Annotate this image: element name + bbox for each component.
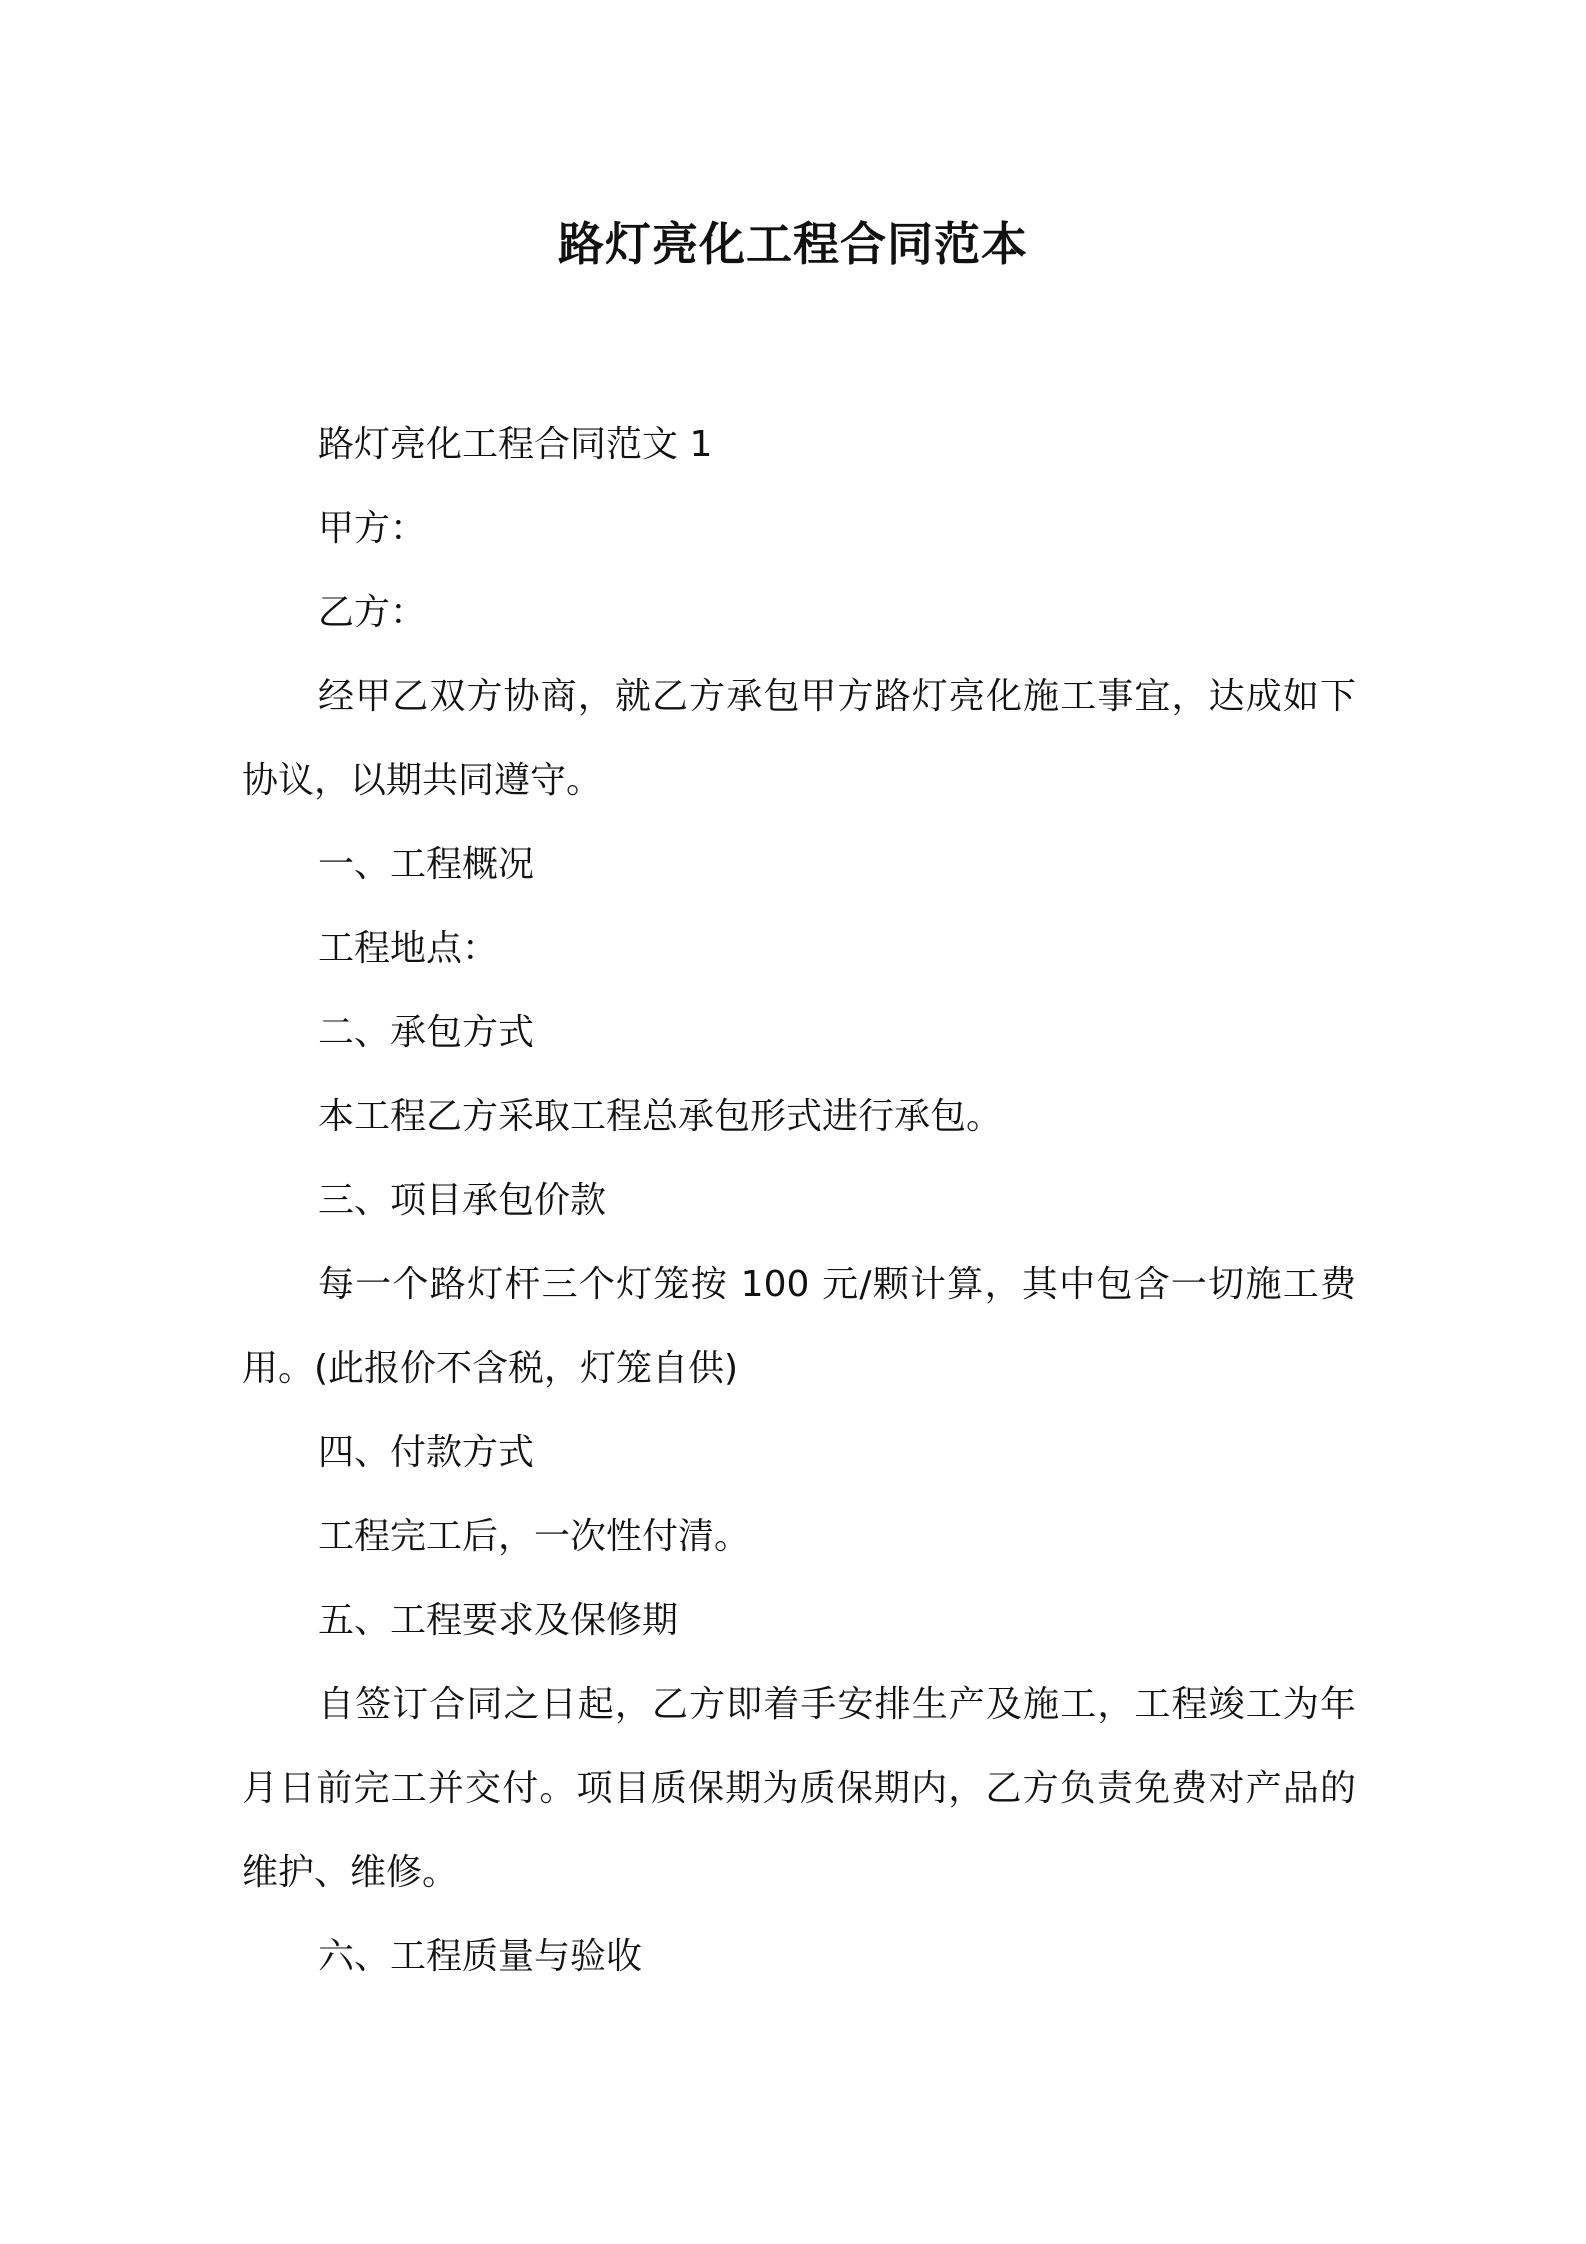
paragraph-payment-method: 工程完工后，一次性付清。 [318,1516,751,1557]
paragraph-heading-sample-1: 路灯亮化工程合同范文 1 [318,424,713,465]
paragraph-party-b: 乙方： [318,592,427,633]
paragraph-contract-method: 本工程乙方采取工程总承包形式进行承包。 [318,1096,1003,1137]
section-heading-requirements-warranty: 五、工程要求及保修期 [318,1600,679,1641]
paragraph-agreement-intro: 经甲乙双方协商，就乙方承包甲方路灯亮化施工事宜，达成如下协议，以期共同遵守。 [242,676,1356,801]
document-title: 路灯亮化工程合同范本 [558,217,1028,271]
paragraph-party-a: 甲方： [318,508,427,549]
section-heading-contract-method: 二、承包方式 [318,1012,535,1053]
paragraph-project-location: 工程地点： [318,928,499,969]
document-body [242,403,1356,1999]
paragraph-requirements-warranty: 自签订合同之日起，乙方即着手安排生产及施工，工程竣工为年月日前完工并交付。项目质保期为质保期内，乙方负责免费对产品的维护、维修。 [242,1684,1356,1893]
paragraph-contract-price: 每一个路灯杆三个灯笼按 100 元/颗计算，其中包含一切施工费用。(此报价不含税，灯笼自供) [242,1264,1356,1389]
section-heading-quality-acceptance: 六、工程质量与验收 [318,1936,643,1977]
section-heading-project-overview: 一、工程概况 [318,844,535,885]
section-heading-contract-price: 三、项目承包价款 [318,1180,607,1221]
section-heading-payment-method: 四、付款方式 [318,1432,535,1473]
